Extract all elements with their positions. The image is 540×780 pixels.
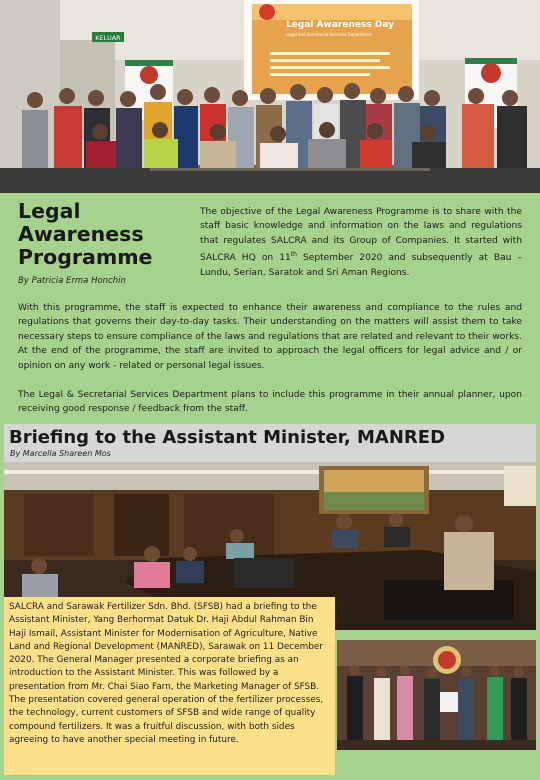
legal-awareness-paragraph-3: The Legal & Secretarial Services Department plans to include this programme in their annual planner, upon receiving good response / feedback from the staff. bbox=[18, 390, 522, 415]
byline-briefing: By Marcella Shareen Mos bbox=[10, 449, 111, 458]
screen-title: Legal Awareness Day bbox=[286, 20, 394, 30]
exit-sign: KELUAR bbox=[95, 34, 121, 42]
intro-text-end: September 2020 and subsequently at Bau – Lundu, Serian, Saratok and Sri Aman Regions. bbox=[200, 253, 522, 278]
intro-text-start: The objective of the Legal Awareness Programme is to share with the staff basic knowledge and information on the laws and regulations that regulates SALCRA and its Group of Companies. It started with SALCRA HQ on 11 bbox=[200, 207, 522, 264]
screen-subtitle: Legal and Secretarial Services Department bbox=[286, 32, 372, 37]
briefing-text-box bbox=[4, 597, 335, 775]
legal-awareness-intro bbox=[200, 205, 522, 280]
section-title-briefing: Briefing to the Assistant Minister, MANRED bbox=[9, 427, 446, 448]
ordinal-suffix: th bbox=[290, 251, 297, 259]
section-title-legal-awareness: Legal Awareness Programme bbox=[18, 199, 153, 269]
briefing-body-text: SALCRA and Sarawak Fertilizer Sdn. Bhd. (SFSB) had a briefing to the Assistant Minister, Yang Berhormat Datuk Dr. Haji Abdul Rahman Bin Haji Ismail, Assistant Minister for Modernisation of Agriculture, Native Land and Regional Development (MANRED), Sarawak on 11 December 2020. The General Manager presented a corporate briefing as an introduction to the Assistant Minister. This was followed by a presentation from Mr. Chai Siao Farn, the Marketing Manager of SFSB. The presentation covered general operation of the fertilizer processes, the technology, current customers of SFSB and wide range of quality compound fertilizers. It was a fruitful discussion, with both sides agreeing to have another special meeting in future. bbox=[9, 602, 324, 745]
legal-awareness-paragraph-2: With this programme, the staff is expected to enhance their awareness and compliance to the rules and regulations that governs their day-to-day tasks. Their understanding on the matters will assist them to take necessary steps to ensure compliance of the laws and regulations that are related and relevant to their works. At the end of the programme, the staff are invited to approach the legal officers for legal advice and / or opinion on any work - related or personal legal issues. bbox=[18, 303, 522, 371]
section-banner-briefing bbox=[4, 424, 536, 462]
byline-legal-awareness: By Patricia Erma Honchin bbox=[18, 276, 126, 286]
group-photo-legal-awareness bbox=[0, 0, 540, 193]
group-photo-manred bbox=[337, 640, 536, 750]
